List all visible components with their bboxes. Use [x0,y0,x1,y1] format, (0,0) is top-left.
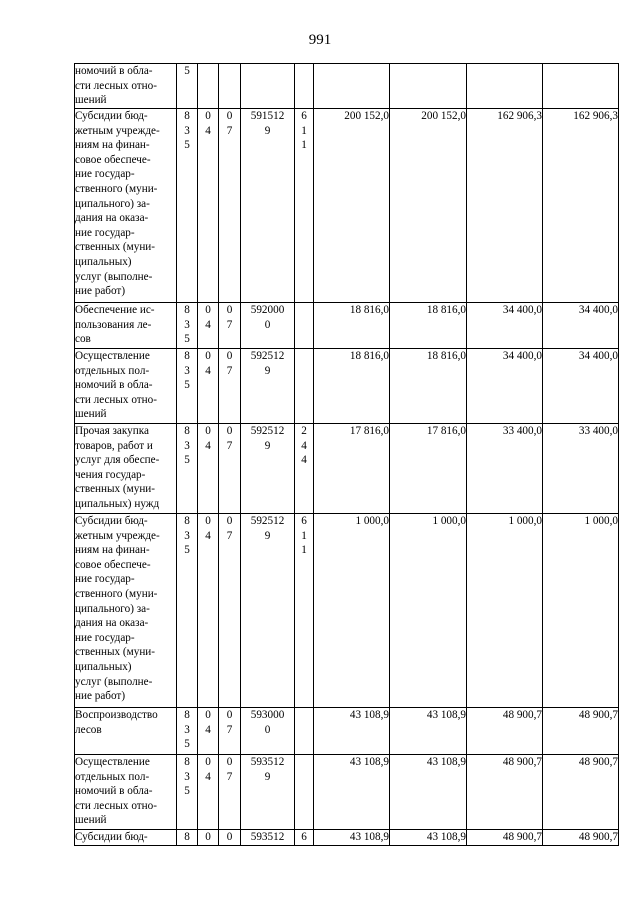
code-cell-expense-type: 2 4 4 [295,424,314,514]
code-cell-subsection: 0 7 [219,514,241,708]
value-cell-3: 162 906,3 [467,109,543,303]
value-cell-4: 48 900,7 [543,708,619,755]
value-cell-4: 34 400,0 [543,303,619,349]
code-cell-admin: 8 [177,830,198,846]
value-cell-4: 33 400,0 [543,424,619,514]
code-cell-admin: 8 3 5 [177,514,198,708]
value-cell-4: 48 900,7 [543,830,619,846]
code-cell-subsection: 0 7 [219,109,241,303]
row-name-cell: Воспроизводство лесов [75,708,177,755]
code-cell-section: 0 4 [198,755,219,830]
value-cell-1: 1 000,0 [314,514,390,708]
code-cell-expense-type [295,708,314,755]
code-cell-admin: 5 [177,64,198,109]
table-row [75,349,619,424]
code-cell-admin: 8 3 5 [177,755,198,830]
code-cell-section: 0 4 [198,424,219,514]
value-cell-1: 17 816,0 [314,424,390,514]
code-cell-subsection: 0 7 [219,303,241,349]
value-cell-3: 48 900,7 [467,708,543,755]
budget-table [74,63,619,846]
value-cell-1: 43 108,9 [314,830,390,846]
code-cell-expense-type [295,349,314,424]
value-cell-3: 1 000,0 [467,514,543,708]
table-row [75,708,619,755]
value-cell-2: 1 000,0 [390,514,467,708]
code-cell-section: 0 4 [198,303,219,349]
code-cell-admin: 8 3 5 [177,708,198,755]
value-cell-4 [543,64,619,109]
row-name-cell: Субсидии бюд- жетным учрежде- ниям на финан- совое обеспече- ние государ- ственного (муни- ципального) за- дания на оказа- ние государ- ственных (муни- ципальных) услуг (выполне- ние работ) [75,514,177,708]
code-cell-expense-type [295,755,314,830]
code-cell-target: 592512 9 [241,349,295,424]
value-cell-2 [390,64,467,109]
code-cell-subsection: 0 7 [219,424,241,514]
value-cell-1: 200 152,0 [314,109,390,303]
value-cell-4: 1 000,0 [543,514,619,708]
value-cell-1: 43 108,9 [314,708,390,755]
value-cell-4: 162 906,3 [543,109,619,303]
row-name-cell: Осуществление отдельных пол- номочий в обла- сти лесных отно- шений [75,349,177,424]
value-cell-4: 34 400,0 [543,349,619,424]
row-name-cell: номочий в обла- сти лесных отно- шений [75,64,177,109]
value-cell-2: 18 816,0 [390,349,467,424]
code-cell-section [198,64,219,109]
row-name-cell: Субсидии бюд- [75,830,177,846]
row-name-cell: Осуществление отдельных пол- номочий в обла- сти лесных отно- шений [75,755,177,830]
value-cell-2: 43 108,9 [390,830,467,846]
code-cell-section: 0 [198,830,219,846]
value-cell-2: 17 816,0 [390,424,467,514]
table-row [75,303,619,349]
code-cell-target: 592512 9 [241,514,295,708]
code-cell-expense-type: 6 1 1 [295,109,314,303]
row-name-cell: Субсидии бюд- жетным учрежде- ниям на финан- совое обеспече- ние государ- ственного (муни- ципального) за- дания на оказа- ние государ- ственных (муни- ципальных) услуг (выполне- ние работ) [75,109,177,303]
table-row [75,424,619,514]
value-cell-3: 48 900,7 [467,830,543,846]
table-row [75,64,619,109]
code-cell-expense-type [295,303,314,349]
code-cell-target: 592512 9 [241,424,295,514]
code-cell-expense-type: 6 [295,830,314,846]
value-cell-3: 34 400,0 [467,349,543,424]
code-cell-admin: 8 3 5 [177,424,198,514]
code-cell-section: 0 4 [198,349,219,424]
code-cell-target: 591512 9 [241,109,295,303]
value-cell-1: 18 816,0 [314,303,390,349]
code-cell-expense-type: 6 1 1 [295,514,314,708]
code-cell-section: 0 4 [198,109,219,303]
page-number: 991 [308,32,332,48]
code-cell-target: 593512 [241,830,295,846]
code-cell-section: 0 4 [198,514,219,708]
value-cell-4: 48 900,7 [543,755,619,830]
code-cell-target: 592000 0 [241,303,295,349]
code-cell-subsection: 0 7 [219,708,241,755]
value-cell-3: 48 900,7 [467,755,543,830]
code-cell-admin: 8 3 5 [177,349,198,424]
code-cell-admin: 8 3 5 [177,303,198,349]
value-cell-2: 200 152,0 [390,109,467,303]
value-cell-1: 18 816,0 [314,349,390,424]
code-cell-section: 0 4 [198,708,219,755]
budget-table-body [75,64,619,846]
value-cell-1: 43 108,9 [314,755,390,830]
code-cell-expense-type [295,64,314,109]
code-cell-target: 593000 0 [241,708,295,755]
value-cell-2: 43 108,9 [390,755,467,830]
code-cell-target [241,64,295,109]
row-name-cell: Обеспечение ис- пользования ле- сов [75,303,177,349]
value-cell-2: 18 816,0 [390,303,467,349]
code-cell-target: 593512 9 [241,755,295,830]
value-cell-3 [467,64,543,109]
table-row [75,830,619,846]
code-cell-subsection: 0 7 [219,755,241,830]
table-row [75,755,619,830]
code-cell-subsection: 0 7 [219,349,241,424]
table-row [75,514,619,708]
code-cell-subsection: 0 [219,830,241,846]
row-name-cell: Прочая закупка товаров, работ и услуг для обеспе- чения государ- ственных (муни- ципальных) нужд [75,424,177,514]
value-cell-2: 43 108,9 [390,708,467,755]
code-cell-admin: 8 3 5 [177,109,198,303]
value-cell-1 [314,64,390,109]
value-cell-3: 34 400,0 [467,303,543,349]
code-cell-subsection [219,64,241,109]
value-cell-3: 33 400,0 [467,424,543,514]
table-row [75,109,619,303]
